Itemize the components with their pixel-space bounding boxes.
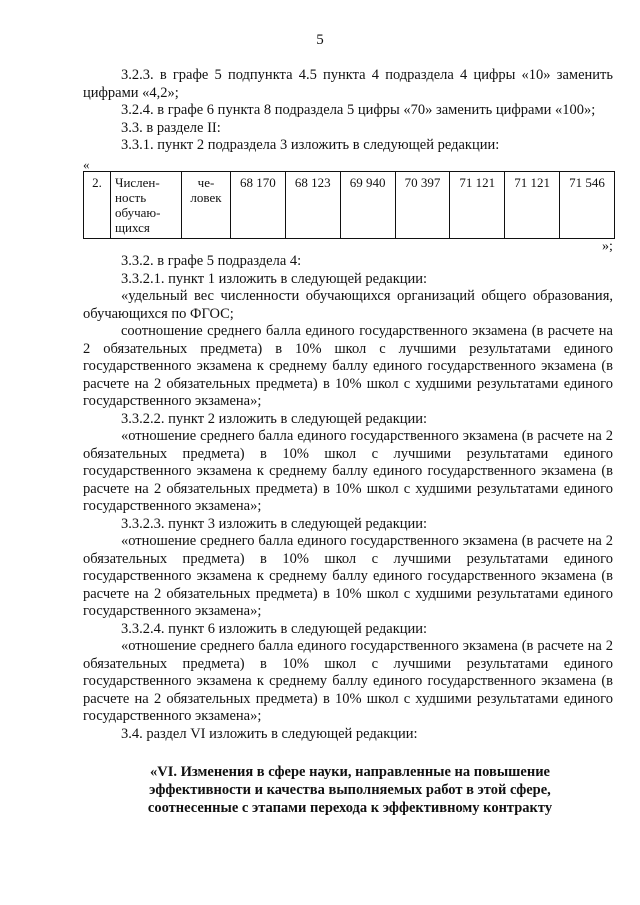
paragraph: 3.3.2.2. пункт 2 изложить в следующей редакции: [121,410,428,427]
heading-line: «VI. Изменения в сфере науки, направленные на повышение [150,764,550,780]
paragraph-3-2-4: 3.2.4. в графе 6 пункта 8 подраздела 5 цифры «70» заменить цифрами «100»; [121,102,596,118]
paragraph-3-3-1: 3.3.1. пункт 2 подраздела 3 изложить в следующей редакции: [121,137,500,153]
indicator-name-cell: Числен-ность обучаю-щихся [111,172,182,239]
indicator-table [83,171,615,239]
body-paragraphs [83,253,613,743]
value-cell: 68 170 [231,172,286,239]
paragraph-3-3: 3.3. в разделе II: [121,119,221,136]
value-cell: 71 546 [560,172,615,239]
paragraph: «отношение среднего балла единого государственного экзамена (в расчете на 2 обязательных предмета) в 10% школ с лучшими результатами единого государственного экзамена к среднему баллу единого государственного экзамена (в расчете на 2 обязательных предмета) в 10% школ с худшими результатами единого государственного экзамена»; [83,428,613,514]
table-close-quote: »; [602,239,613,254]
paragraph: 3.3.2. в графе 5 подраздела 4: [121,253,302,269]
row-number-cell: 2. [84,172,111,239]
value-cell: 70 397 [395,172,450,239]
paragraph: 3.3.2.3. пункт 3 изложить в следующей редакции: [121,515,428,532]
section-heading [100,763,600,817]
unit-cell: че-ловек [182,172,231,239]
paragraph: «отношение среднего балла единого государственного экзамена (в расчете на 2 обязательных предмета) в 10% школ с лучшими результатами единого государственного экзамена к среднему баллу единого государственного экзамена (в расчете на 2 обязательных предмета) в 10% школ с худшими результатами единого государственного экзамена»; [83,638,613,724]
value-cell: 69 940 [340,172,395,239]
paragraph: «отношение среднего балла единого государственного экзамена (в расчете на 2 обязательных предмета) в 10% школ с лучшими результатами единого государственного экзамена к среднему баллу единого государственного экзамена (в расчете на 2 обязательных предмета) в 10% школ с худшими результатами единого государственного экзамена»; [83,533,613,619]
value-cell: 71 121 [450,172,505,239]
table-open-quote: « [83,157,90,172]
paragraph: 3.4. раздел VI изложить в следующей редакции: [121,725,418,742]
heading-line: эффективности и качества выполняемых работ в этой сфере, [149,782,551,798]
heading-line: соотнесенные с этапами перехода к эффективному контракту [147,800,553,816]
paragraph: 3.3.2.1. пункт 1 изложить в следующей редакции: [121,270,428,287]
table-row [84,172,615,239]
top-paragraphs [83,67,613,155]
page-number: 5 [316,32,324,48]
paragraph: соотношение среднего балла единого государственного экзамена (в расчете на 2 обязательных предмета) в 10% школ с лучшими результатами единого государственного экзамена к среднему баллу единого государственного экзамена (в расчете на 2 обязательных предмета) в 10% школ с худшими результатами единого государственного экзамена»; [83,323,613,409]
paragraph: 3.3.2.4. пункт 6 изложить в следующей редакции: [121,620,428,637]
paragraph-3-2-3: 3.2.3. в графе 5 подпункта 4.5 пункта 4 подраздела 4 цифры «10» заменить цифрами «4,2»; [83,67,613,101]
value-cell: 68 123 [285,172,340,239]
paragraph: «удельный вес численности обучающихся организаций общего образования, обучающихся по ФГОС; [83,288,613,322]
value-cell: 71 121 [505,172,560,239]
